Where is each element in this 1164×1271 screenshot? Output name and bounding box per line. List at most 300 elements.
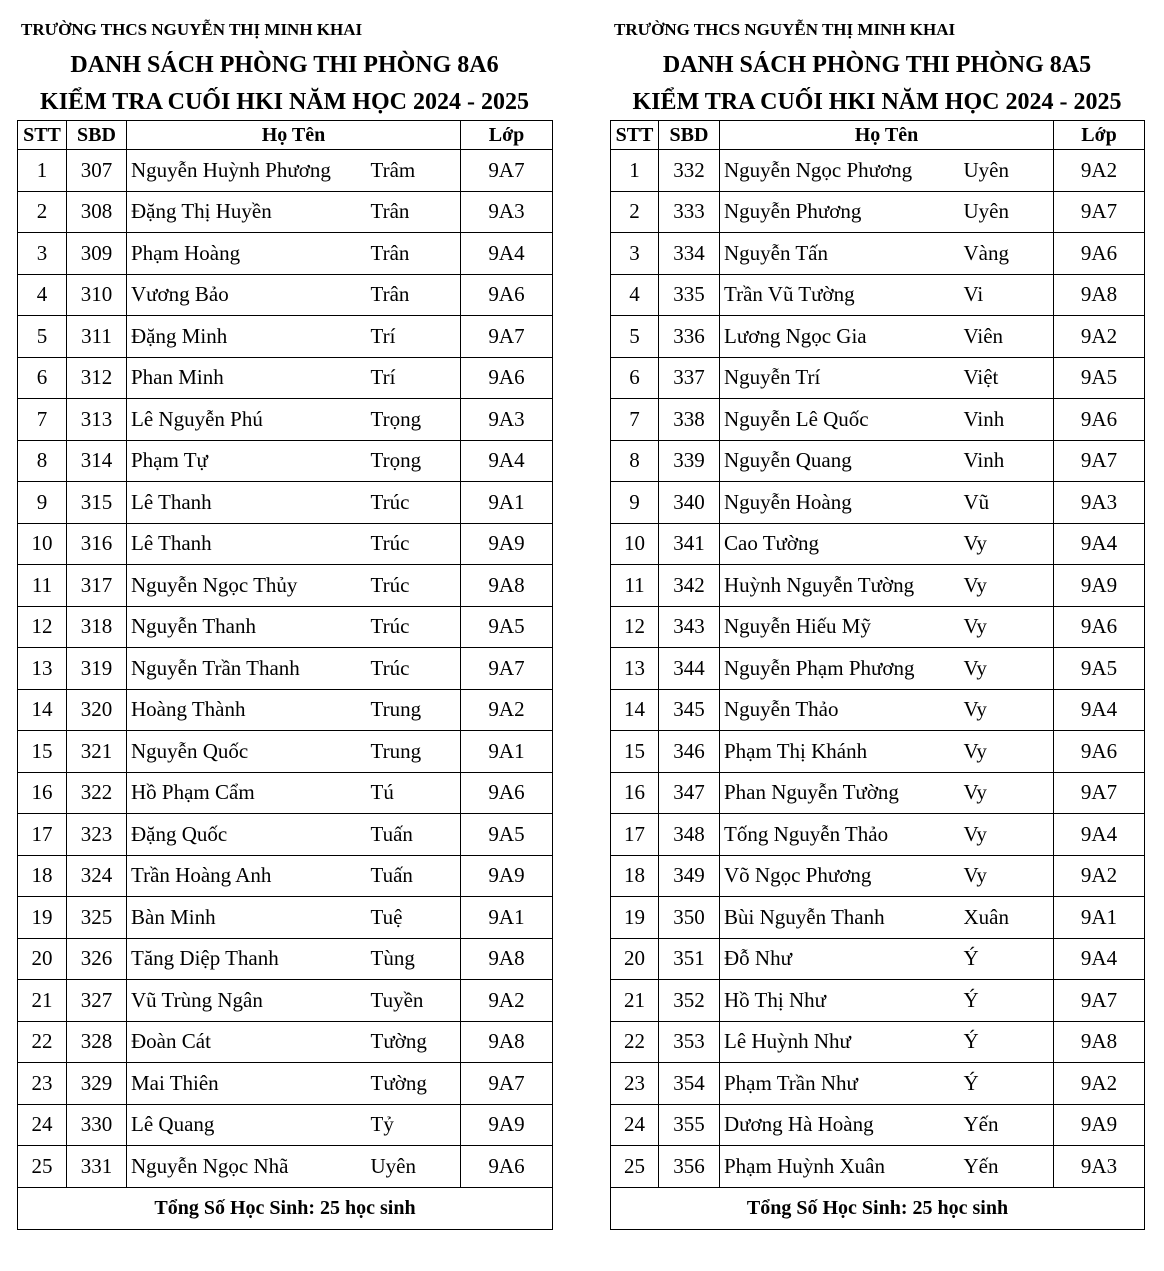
cell-given-name: Trâm [367,150,461,192]
cell-family-name: Nguyễn Hoàng [720,482,960,524]
cell-class: 9A6 [1054,731,1145,773]
cell-family-name: Nguyễn Thanh [127,606,367,648]
cell-class: 9A9 [461,1104,553,1146]
cell-family-name: Phan Minh [127,357,367,399]
cell-stt: 18 [611,855,659,897]
cell-stt: 3 [611,233,659,275]
cell-class: 9A1 [1054,897,1145,939]
total-students: Tổng Số Học Sinh: 25 học sinh [611,1187,1145,1229]
cell-family-name: Bàn Minh [127,897,367,939]
cell-stt: 23 [611,1063,659,1105]
cell-family-name: Nguyễn Ngọc Nhã [127,1146,367,1188]
cell-class: 9A7 [461,150,553,192]
cell-class: 9A9 [461,855,553,897]
cell-given-name: Vy [960,523,1054,565]
cell-class: 9A6 [1054,399,1145,441]
cell-stt: 24 [18,1104,67,1146]
school-name: TRƯỜNG THCS NGUYỄN THỊ MINH KHAI [21,20,363,39]
cell-class: 9A4 [461,233,553,275]
cell-given-name: Ý [960,1063,1054,1105]
student-table [17,120,553,1230]
cell-given-name: Tuấn [367,814,461,856]
cell-given-name: Tuấn [367,855,461,897]
cell-class: 9A9 [1054,565,1145,607]
cell-stt: 8 [611,440,659,482]
header-sbd: SBD [659,121,720,150]
cell-family-name: Vũ Trùng Ngân [127,980,367,1022]
cell-family-name: Lê Huỳnh Như [720,1021,960,1063]
cell-given-name: Trúc [367,648,461,690]
cell-sbd: 320 [67,689,127,731]
cell-given-name: Tú [367,772,461,814]
cell-sbd: 319 [67,648,127,690]
cell-class: 9A6 [1054,233,1145,275]
cell-sbd: 330 [67,1104,127,1146]
table-row [611,855,1145,897]
cell-class: 9A8 [461,565,553,607]
table-row [611,565,1145,607]
cell-family-name: Tống Nguyễn Thảo [720,814,960,856]
cell-stt: 20 [18,938,67,980]
cell-sbd: 344 [659,648,720,690]
cell-class: 9A2 [461,980,553,1022]
cell-given-name: Trân [367,274,461,316]
cell-family-name: Nguyễn Quốc [127,731,367,773]
cell-stt: 14 [18,689,67,731]
table-row [611,1146,1145,1188]
cell-sbd: 309 [67,233,127,275]
cell-family-name: Hồ Phạm Cẩm [127,772,367,814]
cell-family-name: Nguyễn Quang [720,440,960,482]
cell-class: 9A7 [461,648,553,690]
list-subtitle: KIỂM TRA CUỐI HKI NĂM HỌC 2024 - 2025 [40,89,529,115]
cell-family-name: Trần Vũ Tường [720,274,960,316]
cell-family-name: Lương Ngọc Gia [720,316,960,358]
cell-sbd: 314 [67,440,127,482]
cell-stt: 13 [18,648,67,690]
cell-given-name: Trọng [367,440,461,482]
cell-stt: 11 [18,565,67,607]
cell-given-name: Uyên [960,191,1054,233]
cell-class: 9A7 [461,316,553,358]
cell-stt: 22 [611,1021,659,1063]
table-row [18,1021,553,1063]
cell-sbd: 312 [67,357,127,399]
cell-given-name: Trung [367,689,461,731]
table-row [611,482,1145,524]
table-row [18,565,553,607]
cell-family-name: Đỗ Như [720,938,960,980]
cell-class: 9A7 [1054,191,1145,233]
cell-class: 9A2 [461,689,553,731]
cell-sbd: 321 [67,731,127,773]
cell-class: 9A2 [1054,150,1145,192]
cell-class: 9A6 [461,1146,553,1188]
cell-class: 9A4 [1054,523,1145,565]
cell-class: 9A6 [461,274,553,316]
table-row [18,523,553,565]
table-row [611,150,1145,192]
cell-stt: 25 [18,1146,67,1188]
cell-sbd: 350 [659,897,720,939]
cell-stt: 10 [611,523,659,565]
table-row [611,399,1145,441]
table-row [18,855,553,897]
table-row [18,731,553,773]
cell-given-name: Trúc [367,565,461,607]
cell-class: 9A1 [461,731,553,773]
cell-family-name: Mai Thiên [127,1063,367,1105]
cell-given-name: Ý [960,1021,1054,1063]
table-row [18,772,553,814]
cell-family-name: Nguyễn Ngọc Thủy [127,565,367,607]
cell-sbd: 307 [67,150,127,192]
cell-family-name: Nguyễn Phương [720,191,960,233]
cell-stt: 16 [18,772,67,814]
cell-class: 9A5 [1054,357,1145,399]
header-sbd: SBD [67,121,127,150]
cell-stt: 19 [611,897,659,939]
cell-stt: 20 [611,938,659,980]
cell-stt: 6 [18,357,67,399]
table-row [611,233,1145,275]
table-row [611,316,1145,358]
cell-class: 9A6 [461,772,553,814]
cell-family-name: Phạm Thị Khánh [720,731,960,773]
table-row [611,440,1145,482]
table-row [611,980,1145,1022]
cell-given-name: Uyên [960,150,1054,192]
table-row [18,648,553,690]
cell-given-name: Trân [367,233,461,275]
cell-sbd: 313 [67,399,127,441]
cell-sbd: 338 [659,399,720,441]
student-table [610,120,1145,1230]
cell-given-name: Trí [367,357,461,399]
table-row [611,1104,1145,1146]
cell-sbd: 317 [67,565,127,607]
cell-sbd: 351 [659,938,720,980]
cell-family-name: Phạm Tự [127,440,367,482]
list-title: DANH SÁCH PHÒNG THI PHÒNG 8A6 [70,52,499,78]
cell-stt: 9 [18,482,67,524]
cell-class: 9A1 [461,897,553,939]
cell-sbd: 355 [659,1104,720,1146]
cell-stt: 1 [611,150,659,192]
cell-class: 9A3 [1054,482,1145,524]
cell-sbd: 334 [659,233,720,275]
cell-given-name: Vy [960,565,1054,607]
cell-stt: 8 [18,440,67,482]
cell-sbd: 356 [659,1146,720,1188]
cell-family-name: Đặng Minh [127,316,367,358]
cell-class: 9A8 [1054,274,1145,316]
cell-sbd: 354 [659,1063,720,1105]
cell-class: 9A2 [1054,1063,1145,1105]
cell-class: 9A5 [461,606,553,648]
cell-class: 9A7 [1054,772,1145,814]
cell-family-name: Phan Nguyễn Tường [720,772,960,814]
cell-family-name: Phạm Hoàng [127,233,367,275]
table-row [611,897,1145,939]
cell-stt: 17 [18,814,67,856]
cell-given-name: Yến [960,1104,1054,1146]
cell-class: 9A6 [1054,606,1145,648]
cell-sbd: 346 [659,731,720,773]
header-name: Họ Tên [127,121,461,150]
cell-family-name: Nguyễn Hiếu Mỹ [720,606,960,648]
cell-sbd: 337 [659,357,720,399]
cell-family-name: Nguyễn Ngọc Phương [720,150,960,192]
cell-given-name: Trúc [367,523,461,565]
cell-family-name: Cao Tường [720,523,960,565]
header-class: Lớp [1054,121,1145,150]
cell-given-name: Vinh [960,440,1054,482]
table-row [18,233,553,275]
cell-given-name: Tuyền [367,980,461,1022]
cell-given-name: Trung [367,731,461,773]
cell-given-name: Vy [960,814,1054,856]
cell-stt: 6 [611,357,659,399]
cell-sbd: 318 [67,606,127,648]
cell-sbd: 328 [67,1021,127,1063]
header-class: Lớp [461,121,553,150]
cell-given-name: Trúc [367,606,461,648]
cell-given-name: Vũ [960,482,1054,524]
cell-family-name: Hoàng Thành [127,689,367,731]
cell-stt: 21 [18,980,67,1022]
cell-sbd: 311 [67,316,127,358]
cell-stt: 1 [18,150,67,192]
cell-given-name: Vy [960,731,1054,773]
cell-class: 9A8 [1054,1021,1145,1063]
cell-family-name: Nguyễn Tấn [720,233,960,275]
cell-stt: 12 [18,606,67,648]
table-row [611,648,1145,690]
header-stt: STT [18,121,67,150]
cell-sbd: 324 [67,855,127,897]
cell-sbd: 315 [67,482,127,524]
cell-given-name: Trúc [367,482,461,524]
cell-stt: 19 [18,897,67,939]
cell-sbd: 340 [659,482,720,524]
cell-family-name: Dương Hà Hoàng [720,1104,960,1146]
cell-class: 9A4 [1054,814,1145,856]
cell-stt: 2 [611,191,659,233]
cell-stt: 12 [611,606,659,648]
cell-sbd: 343 [659,606,720,648]
cell-given-name: Vi [960,274,1054,316]
cell-family-name: Phạm Huỳnh Xuân [720,1146,960,1188]
cell-sbd: 353 [659,1021,720,1063]
cell-sbd: 342 [659,565,720,607]
cell-family-name: Hồ Thị Như [720,980,960,1022]
table-row [18,191,553,233]
cell-given-name: Tuệ [367,897,461,939]
cell-family-name: Nguyễn Huỳnh Phương [127,150,367,192]
cell-sbd: 323 [67,814,127,856]
table-row [18,357,553,399]
total-students: Tổng Số Học Sinh: 25 học sinh [18,1187,553,1229]
cell-given-name: Viên [960,316,1054,358]
table-row [611,523,1145,565]
cell-given-name: Vy [960,855,1054,897]
cell-sbd: 347 [659,772,720,814]
cell-given-name: Ý [960,938,1054,980]
table-row [18,689,553,731]
table-row [611,357,1145,399]
table-row [611,1063,1145,1105]
cell-family-name: Đặng Quốc [127,814,367,856]
cell-family-name: Đặng Thị Huyền [127,191,367,233]
cell-given-name: Vy [960,648,1054,690]
table-row [18,814,553,856]
table-row [18,938,553,980]
cell-class: 9A7 [461,1063,553,1105]
cell-given-name: Tường [367,1021,461,1063]
table-row [18,482,553,524]
table-row [18,1063,553,1105]
cell-family-name: Lê Thanh [127,482,367,524]
table-row [611,814,1145,856]
cell-stt: 18 [18,855,67,897]
cell-sbd: 310 [67,274,127,316]
cell-sbd: 308 [67,191,127,233]
table-row [611,938,1145,980]
cell-given-name: Uyên [367,1146,461,1188]
table-row [18,897,553,939]
cell-family-name: Lê Thanh [127,523,367,565]
cell-stt: 13 [611,648,659,690]
cell-stt: 25 [611,1146,659,1188]
cell-stt: 4 [18,274,67,316]
cell-class: 9A7 [1054,980,1145,1022]
cell-class: 9A4 [1054,938,1145,980]
table-header-row [18,121,553,150]
cell-sbd: 322 [67,772,127,814]
cell-family-name: Trần Hoàng Anh [127,855,367,897]
cell-class: 9A9 [461,523,553,565]
cell-stt: 11 [611,565,659,607]
cell-given-name: Trọng [367,399,461,441]
cell-stt: 7 [18,399,67,441]
table-row [18,316,553,358]
table-row [611,772,1145,814]
cell-stt: 5 [611,316,659,358]
cell-sbd: 335 [659,274,720,316]
cell-stt: 7 [611,399,659,441]
cell-stt: 15 [611,731,659,773]
cell-stt: 23 [18,1063,67,1105]
table-row [18,1104,553,1146]
cell-stt: 9 [611,482,659,524]
table-row [18,440,553,482]
cell-sbd: 327 [67,980,127,1022]
cell-family-name: Lê Nguyễn Phú [127,399,367,441]
list-title: DANH SÁCH PHÒNG THI PHÒNG 8A5 [662,52,1092,78]
cell-stt: 4 [611,274,659,316]
cell-sbd: 325 [67,897,127,939]
cell-family-name: Vương Bảo [127,274,367,316]
cell-sbd: 339 [659,440,720,482]
cell-class: 9A5 [1054,648,1145,690]
table-row [611,731,1145,773]
table-header-row [611,121,1145,150]
cell-family-name: Huỳnh Nguyễn Tường [720,565,960,607]
cell-given-name: Vy [960,606,1054,648]
cell-given-name: Xuân [960,897,1054,939]
header-stt: STT [611,121,659,150]
cell-class: 9A9 [1054,1104,1145,1146]
cell-sbd: 348 [659,814,720,856]
cell-stt: 14 [611,689,659,731]
cell-class: 9A3 [461,399,553,441]
cell-class: 9A3 [461,191,553,233]
cell-stt: 10 [18,523,67,565]
cell-family-name: Lê Quang [127,1104,367,1146]
cell-sbd: 332 [659,150,720,192]
cell-family-name: Nguyễn Trí [720,357,960,399]
cell-sbd: 329 [67,1063,127,1105]
cell-sbd: 333 [659,191,720,233]
table-row [611,606,1145,648]
cell-class: 9A2 [1054,316,1145,358]
cell-sbd: 331 [67,1146,127,1188]
table-row [18,150,553,192]
cell-stt: 15 [18,731,67,773]
table-row [611,274,1145,316]
cell-class: 9A8 [461,1021,553,1063]
cell-family-name: Tăng Diệp Thanh [127,938,367,980]
cell-stt: 22 [18,1021,67,1063]
cell-class: 9A7 [1054,440,1145,482]
cell-family-name: Nguyễn Trần Thanh [127,648,367,690]
cell-stt: 21 [611,980,659,1022]
cell-sbd: 345 [659,689,720,731]
cell-given-name: Vàng [960,233,1054,275]
table-row [611,191,1145,233]
cell-class: 9A3 [1054,1146,1145,1188]
cell-stt: 24 [611,1104,659,1146]
cell-family-name: Võ Ngọc Phương [720,855,960,897]
cell-class: 9A5 [461,814,553,856]
table-row [611,1021,1145,1063]
cell-sbd: 341 [659,523,720,565]
cell-given-name: Tường [367,1063,461,1105]
cell-class: 9A2 [1054,855,1145,897]
cell-stt: 16 [611,772,659,814]
table-row [18,274,553,316]
cell-class: 9A4 [461,440,553,482]
cell-class: 9A4 [1054,689,1145,731]
table-row [18,606,553,648]
cell-given-name: Vy [960,772,1054,814]
table-row [18,980,553,1022]
cell-class: 9A8 [461,938,553,980]
cell-given-name: Vy [960,689,1054,731]
table-row [18,399,553,441]
table-row [18,1146,553,1188]
list-subtitle: KIỂM TRA CUỐI HKI NĂM HỌC 2024 - 2025 [632,89,1122,115]
cell-given-name: Trân [367,191,461,233]
cell-family-name: Bùi Nguyễn Thanh [720,897,960,939]
cell-given-name: Trí [367,316,461,358]
cell-family-name: Nguyễn Thảo [720,689,960,731]
cell-sbd: 326 [67,938,127,980]
cell-given-name: Vinh [960,399,1054,441]
cell-sbd: 316 [67,523,127,565]
header-name: Họ Tên [720,121,1054,150]
